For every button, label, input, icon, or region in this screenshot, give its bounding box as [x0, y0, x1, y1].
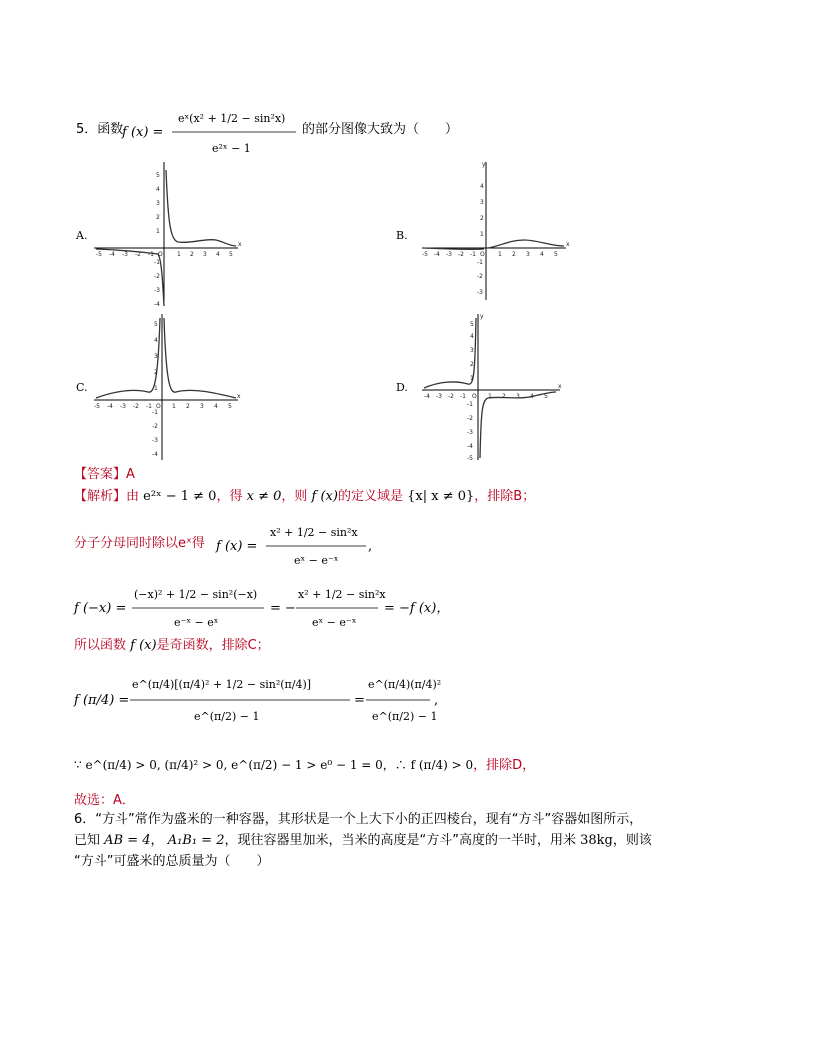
svg-text:-2: -2 [448, 393, 454, 400]
graph-b-ticks [422, 161, 570, 296]
formula-denominator: e²ˣ − 1 [212, 142, 251, 155]
graph-d-curve-left [424, 318, 476, 388]
svg-text:3: 3 [480, 199, 484, 206]
svg-text:3: 3 [200, 403, 204, 410]
svg-text:-3: -3 [477, 289, 483, 296]
question-6-line-3: “方斗”可盛米的总质量为（ ） [74, 854, 270, 869]
svg-text:y: y [480, 313, 484, 320]
analysis-line2-formula [214, 514, 374, 570]
svg-text:2: 2 [512, 251, 516, 258]
svg-text:x² + 1/2 − sin²x: x² + 1/2 − sin²x [298, 588, 386, 601]
svg-text:1: 1 [154, 385, 158, 392]
svg-text:-4: -4 [424, 393, 430, 400]
svg-text:,: , [368, 539, 373, 554]
analysis-line-4 [74, 634, 270, 653]
svg-text:-2: -2 [133, 403, 139, 410]
svg-text:-3: -3 [152, 437, 158, 444]
svg-text:O: O [156, 403, 161, 410]
analysis-line4-prefix: 所以函数 [74, 638, 127, 653]
svg-text:-1: -1 [467, 401, 473, 408]
svg-text:O: O [158, 251, 163, 258]
graph-c-curve-right [164, 318, 236, 398]
graph-a [92, 160, 242, 310]
answer-label: 【答案】A [74, 467, 135, 482]
svg-text:O: O [480, 251, 485, 258]
graph-a-curve-right [166, 170, 236, 246]
svg-text:-2: -2 [467, 415, 473, 422]
option-a-label: A. [76, 229, 88, 242]
svg-text:-2: -2 [477, 273, 483, 280]
graph-c [92, 312, 242, 462]
svg-text:4: 4 [480, 183, 484, 190]
svg-text:-3: -3 [446, 251, 452, 258]
analysis-line2-text: 分子分母同时除以eˣ得 [74, 536, 205, 551]
q6-line2-c: ，则该 [612, 833, 652, 848]
svg-text:1: 1 [480, 231, 484, 238]
svg-text:y: y [482, 161, 486, 168]
svg-text:4: 4 [156, 186, 160, 193]
q6-line2-a: 已知 [74, 833, 101, 848]
svg-text:-3: -3 [122, 251, 128, 258]
svg-text:e^(π/4)(π/4)²: e^(π/4)(π/4)² [368, 678, 442, 691]
analysis-line1-cond: x ≠ 0 [246, 489, 282, 504]
svg-text:eˣ − e⁻ˣ: eˣ − e⁻ˣ [312, 616, 357, 629]
svg-text:-3: -3 [120, 403, 126, 410]
svg-text:-1: -1 [460, 393, 466, 400]
svg-text:f (π/4) =: f (π/4) = [74, 693, 130, 708]
svg-text:-4: -4 [434, 251, 440, 258]
svg-text:,: , [434, 693, 439, 708]
svg-text:2: 2 [186, 403, 190, 410]
formula-numerator: eˣ(x² + 1/2 − sin²x) [178, 112, 286, 125]
svg-text:1: 1 [498, 251, 502, 258]
svg-text:1: 1 [470, 375, 474, 382]
svg-text:-4: -4 [109, 251, 115, 258]
q6-line2-a1b1: A₁B₁ = 2 [167, 833, 225, 848]
svg-text:x: x [238, 241, 242, 248]
svg-text:-5: -5 [467, 455, 473, 462]
svg-text:5: 5 [154, 321, 158, 328]
svg-text:f (x) =: f (x) = [216, 539, 258, 554]
svg-text:eˣ − e⁻ˣ: eˣ − e⁻ˣ [294, 554, 339, 567]
svg-text:-4: -4 [154, 301, 160, 308]
q6-line2-b: ，现往容器里加米，当米的高度是“方斗”高度的一半时，用米 [224, 833, 576, 848]
svg-text:-2: -2 [152, 423, 158, 430]
svg-text:-1: -1 [148, 251, 154, 258]
svg-text:1: 1 [172, 403, 176, 410]
q6-line2-mass: 38kg [580, 833, 613, 848]
svg-text:2: 2 [154, 369, 158, 376]
svg-text:2: 2 [190, 251, 194, 258]
analysis-line-6 [74, 754, 535, 773]
svg-text:5: 5 [229, 251, 233, 258]
svg-text:1: 1 [177, 251, 181, 258]
svg-text:5: 5 [470, 321, 474, 328]
graph-c-curve-left [96, 318, 160, 398]
analysis-line1-set: {x| x ≠ 0} [407, 489, 475, 504]
svg-text:4: 4 [530, 393, 534, 400]
svg-text:1: 1 [488, 393, 492, 400]
analysis-line1-expr: e²ˣ − 1 ≠ 0 [143, 489, 217, 504]
svg-text:e^(π/2) − 1: e^(π/2) − 1 [194, 710, 260, 723]
analysis-line1-prefix: 由 [126, 489, 140, 504]
svg-text:-5: -5 [94, 403, 100, 410]
svg-text:-1: -1 [477, 259, 483, 266]
svg-text:-2: -2 [154, 273, 160, 280]
svg-text:x² + 1/2 − sin²x: x² + 1/2 − sin²x [270, 526, 358, 539]
graph-c-ticks [94, 321, 241, 458]
analysis-line1-then: ，则 [281, 489, 308, 504]
q6-line2-ab: AB = 4 [104, 833, 151, 848]
svg-text:3: 3 [203, 251, 207, 258]
graph-d-ticks [424, 313, 562, 462]
question-5-suffix: 的部分图像大致为（ ） [302, 122, 459, 137]
svg-text:-3: -3 [436, 393, 442, 400]
svg-text:-4: -4 [152, 451, 158, 458]
svg-text:2: 2 [156, 214, 160, 221]
analysis-line3-formula [74, 582, 494, 638]
svg-text:-1: -1 [470, 251, 476, 258]
option-b-label: B. [396, 229, 408, 242]
svg-text:2: 2 [480, 215, 484, 222]
svg-text:-2: -2 [135, 251, 141, 258]
svg-text:-3: -3 [467, 429, 473, 436]
svg-text:-2: -2 [458, 251, 464, 258]
question-6-line-2 [74, 829, 652, 848]
analysis-line1-fx: f (x) [311, 489, 338, 504]
svg-text:5: 5 [544, 393, 548, 400]
q6-line2-sep: ， [150, 833, 164, 848]
analysis-line4-suffix: 是奇函数，排除C； [156, 638, 270, 653]
analysis-line-1 [74, 485, 535, 504]
analysis-line4-fx: f (x) [130, 638, 157, 653]
svg-text:-3: -3 [154, 287, 160, 294]
option-d-label: D. [396, 381, 408, 394]
svg-text:4: 4 [216, 251, 220, 258]
svg-text:-4: -4 [107, 403, 113, 410]
analysis-line1-domain-text: 的定义域是 [337, 489, 403, 504]
svg-text:-4: -4 [467, 443, 473, 450]
svg-text:4: 4 [154, 337, 158, 344]
svg-text:3: 3 [516, 393, 520, 400]
analysis-line6-end: ，排除D， [473, 758, 536, 773]
svg-text:= −: = − [270, 601, 296, 616]
svg-text:x: x [558, 383, 562, 390]
svg-text:-1: -1 [154, 259, 160, 266]
analysis-label: 【解析】 [74, 489, 127, 504]
svg-text:O: O [472, 393, 477, 400]
svg-text:2: 2 [470, 361, 474, 368]
graph-d-curve-right [480, 392, 556, 458]
analysis-line1-end: ，排除B； [474, 489, 536, 504]
svg-text:3: 3 [470, 347, 474, 354]
graph-b-curve-right [488, 240, 564, 248]
svg-text:3: 3 [156, 200, 160, 207]
analysis-line5-formula [74, 660, 494, 740]
svg-text:e^(π/4)[(π/4)² + 1/2 − sin²(π/: e^(π/4)[(π/4)² + 1/2 − sin²(π/4)] [132, 678, 312, 691]
svg-text:e⁻ˣ − eˣ: e⁻ˣ − eˣ [174, 616, 219, 629]
svg-text:3: 3 [526, 251, 530, 258]
svg-text:-5: -5 [96, 251, 102, 258]
svg-text:x: x [237, 393, 241, 400]
svg-text:4: 4 [540, 251, 544, 258]
svg-text:3: 3 [154, 353, 158, 360]
graph-a-ticks [96, 172, 242, 308]
svg-text:e^(π/2) − 1: e^(π/2) − 1 [372, 710, 438, 723]
formula-fx: f (x) = [122, 125, 164, 140]
svg-text:1: 1 [156, 228, 160, 235]
svg-text:4: 4 [470, 333, 474, 340]
svg-text:x: x [566, 241, 570, 248]
question-6-line-1: 6．“方斗”常作为盛米的一种容器，其形状是一个上大下小的正四棱台，现有“方斗”容器如图所示， [74, 812, 643, 827]
svg-text:=: = [354, 693, 365, 708]
analysis-line6-expr: ∵ e^(π/4) > 0, (π/4)² > 0, e^(π/2) − 1 > e⁰ − 1 = 0，∴ f (π/4) > 0 [74, 758, 474, 772]
svg-text:5: 5 [554, 251, 558, 258]
svg-text:4: 4 [214, 403, 218, 410]
svg-text:-1: -1 [146, 403, 152, 410]
graph-b [420, 160, 570, 300]
svg-text:-5: -5 [422, 251, 428, 258]
question-5-number: 5．函数 [76, 122, 124, 137]
analysis-line1-mid: ，得 [216, 489, 243, 504]
svg-text:f (−x) =: f (−x) = [74, 601, 127, 616]
question-5-formula [120, 96, 300, 162]
svg-text:= −f (x)，: = −f (x)， [384, 601, 450, 616]
graph-d [420, 312, 570, 462]
svg-text:(−x)² + 1/2 − sin²(−x): (−x)² + 1/2 − sin²(−x) [134, 588, 258, 601]
svg-text:2: 2 [502, 393, 506, 400]
analysis-conclusion: 故选：A． [74, 793, 135, 808]
svg-text:5: 5 [156, 172, 160, 179]
option-c-label: C. [76, 381, 88, 394]
svg-text:5: 5 [228, 403, 232, 410]
svg-text:-1: -1 [152, 409, 158, 416]
